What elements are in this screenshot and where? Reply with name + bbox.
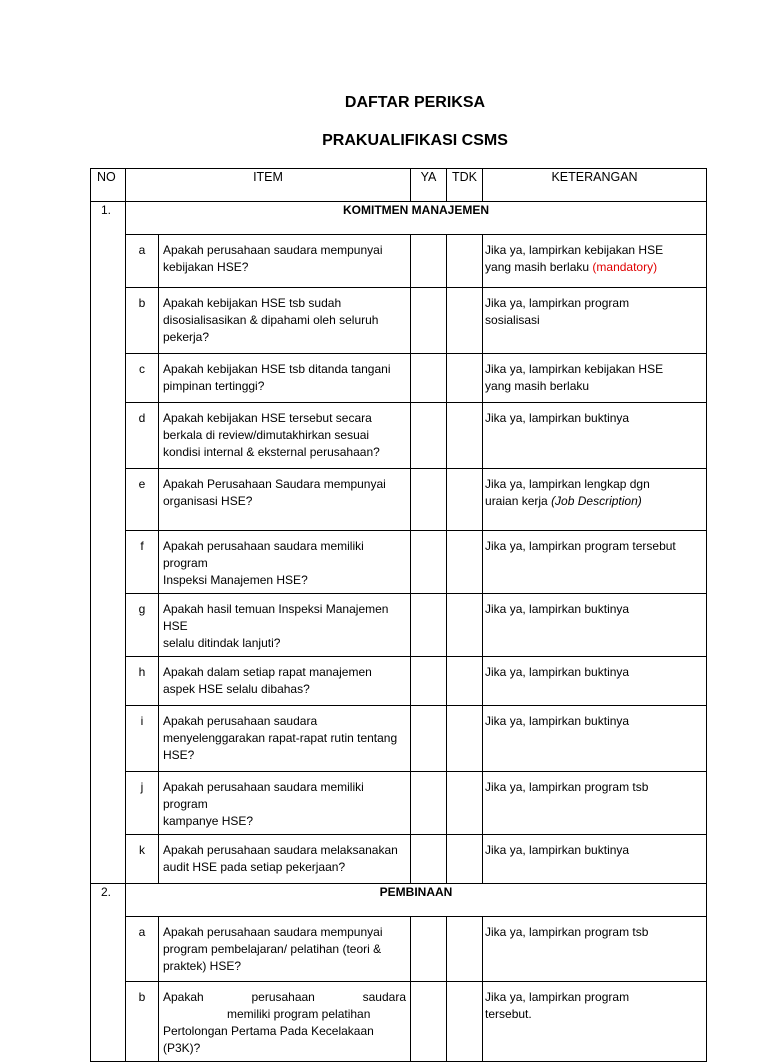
ya-checkbox-cell[interactable]	[411, 594, 447, 657]
row-letter: b	[126, 982, 159, 1062]
table-row	[91, 354, 707, 403]
keterangan-line	[485, 493, 702, 510]
keterangan-line	[485, 476, 702, 493]
keterangan-note	[483, 469, 707, 531]
item-line: Apakah perusahaan saudara memiliki program	[163, 539, 364, 570]
keterangan-note	[483, 594, 707, 657]
section-title: PEMBINAAN	[126, 884, 707, 917]
ya-checkbox-cell[interactable]	[411, 403, 447, 469]
item-line: Apakah perusahaan saudara mempunyai	[163, 925, 383, 939]
item-question	[159, 403, 411, 469]
item-line: Apakah hasil temuan Inspeksi Manajemen HSE	[163, 602, 389, 633]
tdk-checkbox-cell[interactable]	[447, 917, 483, 982]
keterangan-note	[483, 835, 707, 884]
mandatory-label: (mandatory)	[592, 260, 658, 274]
keterangan-line	[485, 601, 702, 618]
item-line: pekerja?	[163, 330, 210, 344]
keterangan-note	[483, 235, 707, 288]
section-number: 1.	[91, 202, 126, 884]
keterangan-note	[483, 706, 707, 772]
keterangan-text: Jika ya, lampirkan program tsb	[485, 925, 649, 939]
tdk-checkbox-cell[interactable]	[447, 354, 483, 403]
row-letter: e	[126, 469, 159, 531]
keterangan-text: Jika ya, lampirkan program tsb	[485, 780, 649, 794]
ya-checkbox-cell[interactable]	[411, 706, 447, 772]
row-letter: h	[126, 657, 159, 706]
keterangan-note	[483, 531, 707, 594]
ya-checkbox-cell[interactable]	[411, 835, 447, 884]
keterangan-line	[485, 259, 702, 276]
keterangan-line	[485, 361, 702, 378]
ya-checkbox-cell[interactable]	[411, 917, 447, 982]
keterangan-text: Jika ya, lampirkan kebijakan HSE	[485, 243, 664, 257]
header-row	[91, 169, 707, 202]
item-line: menyelenggarakan rapat-rapat rutin tentang	[163, 731, 398, 745]
table-row	[91, 982, 707, 1062]
item-line: Apakah perusahaan saudara	[163, 714, 318, 728]
item-line: HSE?	[163, 748, 195, 762]
tdk-checkbox-cell[interactable]	[447, 835, 483, 884]
keterangan-note	[483, 982, 707, 1062]
tdk-checkbox-cell[interactable]	[447, 235, 483, 288]
item-question	[159, 354, 411, 403]
item-word: perusahaan	[251, 990, 315, 1004]
item-line: Apakah perusahaan saudara mempunyai	[163, 243, 383, 257]
item-line: kondisi internal & eksternal perusahaan?	[163, 445, 380, 459]
row-letter: j	[126, 772, 159, 835]
keterangan-text: Jika ya, lampirkan buktinya	[485, 714, 630, 728]
item-line: Apakah dalam setiap rapat manajemen	[163, 665, 372, 679]
keterangan-text: tersebut.	[485, 1007, 532, 1021]
item-question	[159, 772, 411, 835]
row-letter: f	[126, 531, 159, 594]
keterangan-text: Jika ya, lampirkan program tersebut	[485, 539, 676, 553]
section-row	[91, 884, 707, 917]
item-question	[159, 288, 411, 354]
item-line: Apakah kebijakan HSE tsb sudah	[163, 296, 342, 310]
item-question	[159, 657, 411, 706]
item-line: program pembelajaran/ pelatihan (teori &	[163, 942, 382, 956]
keterangan-line	[485, 924, 702, 941]
row-letter: g	[126, 594, 159, 657]
ya-checkbox-cell[interactable]	[411, 354, 447, 403]
row-letter: a	[126, 917, 159, 982]
header-item: ITEM	[126, 169, 411, 202]
keterangan-line	[485, 842, 702, 859]
table-row	[91, 469, 707, 531]
keterangan-note	[483, 772, 707, 835]
item-line: aspek HSE selalu dibahas?	[163, 682, 310, 696]
keterangan-text: Jika ya, lampirkan buktinya	[485, 665, 630, 679]
tdk-checkbox-cell[interactable]	[447, 288, 483, 354]
item-line: Apakah Perusahaan Saudara mempunyai	[163, 477, 386, 491]
item-line: praktek) HSE?	[163, 959, 242, 973]
item-line: Apakah kebijakan HSE tersebut secara	[163, 411, 372, 425]
keterangan-line	[485, 538, 702, 555]
keterangan-text: Jika ya, lampirkan buktinya	[485, 843, 630, 857]
header-ya: YA	[411, 169, 447, 202]
row-letter: d	[126, 403, 159, 469]
document-title: DAFTAR PERIKSA	[344, 94, 486, 111]
ya-checkbox-cell[interactable]	[411, 531, 447, 594]
item-line: Inspeksi Manajemen HSE?	[163, 573, 308, 587]
table-row	[91, 835, 707, 884]
item-line: kebijakan HSE?	[163, 260, 249, 274]
keterangan-text: yang masih berlaku	[485, 379, 590, 393]
item-question	[159, 235, 411, 288]
keterangan-note	[483, 354, 707, 403]
item-question	[159, 594, 411, 657]
tdk-checkbox-cell[interactable]	[447, 657, 483, 706]
item-line: organisasi HSE?	[163, 494, 253, 508]
ya-checkbox-cell[interactable]	[411, 288, 447, 354]
tdk-checkbox-cell[interactable]	[447, 403, 483, 469]
keterangan-line	[485, 312, 702, 329]
tdk-checkbox-cell[interactable]	[447, 706, 483, 772]
item-line: audit HSE pada setiap pekerjaan?	[163, 860, 346, 874]
keterangan-text: yang masih berlaku	[485, 260, 593, 274]
document-subtitle: PRAKUALIFIKASI CSMS	[322, 132, 508, 149]
keterangan-text: Jika ya, lampirkan program	[485, 990, 630, 1004]
keterangan-note	[483, 288, 707, 354]
item-question	[159, 835, 411, 884]
job-description-label: (Job Description)	[551, 494, 642, 508]
checklist-table	[90, 168, 707, 1062]
keterangan-line	[485, 779, 702, 796]
keterangan-text: Jika ya, lampirkan program	[485, 296, 630, 310]
item-question	[159, 706, 411, 772]
keterangan-line	[485, 713, 702, 730]
row-letter: b	[126, 288, 159, 354]
item-line: pimpinan tertinggi?	[163, 379, 265, 393]
item-question	[159, 531, 411, 594]
item-line: memiliki program pelatihan	[227, 1007, 371, 1021]
item-question	[159, 982, 411, 1062]
tdk-checkbox-cell[interactable]	[447, 531, 483, 594]
keterangan-note	[483, 917, 707, 982]
item-line: selalu ditindak lanjuti?	[163, 636, 281, 650]
keterangan-line	[485, 664, 702, 681]
section-title: KOMITMEN MANAJEMEN	[126, 202, 707, 235]
keterangan-line	[485, 1006, 702, 1023]
item-line: Apakah perusahaan saudara memiliki program	[163, 780, 364, 811]
keterangan-line	[485, 378, 702, 395]
row-letter: a	[126, 235, 159, 288]
ya-checkbox-cell[interactable]	[411, 982, 447, 1062]
header-keterangan: KETERANGAN	[483, 169, 707, 202]
item-question	[159, 469, 411, 531]
keterangan-note	[483, 403, 707, 469]
keterangan-line	[485, 295, 702, 312]
table-row	[91, 235, 707, 288]
keterangan-text: sosialisasi	[485, 313, 540, 327]
ya-checkbox-cell[interactable]	[411, 772, 447, 835]
tdk-checkbox-cell[interactable]	[447, 772, 483, 835]
tdk-checkbox-cell[interactable]	[447, 469, 483, 531]
keterangan-text: Jika ya, lampirkan lengkap dgn	[485, 477, 650, 491]
keterangan-text: Jika ya, lampirkan buktinya	[485, 411, 630, 425]
keterangan-note	[483, 657, 707, 706]
item-line: kampanye HSE?	[163, 814, 254, 828]
tdk-checkbox-cell[interactable]	[447, 594, 483, 657]
table-row	[91, 403, 707, 469]
item-line-justified	[163, 989, 406, 1006]
table-row	[91, 917, 707, 982]
item-line: berkala di review/dimutakhirkan sesuai	[163, 428, 370, 442]
ya-checkbox-cell[interactable]	[411, 469, 447, 531]
ya-checkbox-cell[interactable]	[411, 657, 447, 706]
tdk-checkbox-cell[interactable]	[447, 982, 483, 1062]
keterangan-line	[485, 242, 702, 259]
section-row	[91, 202, 707, 235]
item-line: disosialisasikan & dipahami oleh seluruh	[163, 313, 379, 327]
keterangan-text: Jika ya, lampirkan buktinya	[485, 602, 630, 616]
section-number: 2.	[91, 884, 126, 1062]
table-row	[91, 706, 707, 772]
keterangan-line	[485, 410, 702, 427]
keterangan-text: Jika ya, lampirkan kebijakan HSE	[485, 362, 664, 376]
row-letter: c	[126, 354, 159, 403]
row-letter: i	[126, 706, 159, 772]
item-word: saudara	[362, 990, 406, 1004]
item-question	[159, 917, 411, 982]
item-line: Apakah kebijakan HSE tsb ditanda tangani	[163, 362, 391, 376]
header-tdk: TDK	[447, 169, 483, 202]
ya-checkbox-cell[interactable]	[411, 235, 447, 288]
item-word: Apakah	[163, 990, 204, 1004]
table-row	[91, 772, 707, 835]
item-line: Apakah perusahaan saudara melaksanakan	[163, 843, 398, 857]
row-letter: k	[126, 835, 159, 884]
table-row	[91, 594, 707, 657]
table-row	[91, 288, 707, 354]
keterangan-text: uraian kerja	[485, 494, 552, 508]
keterangan-line	[485, 989, 702, 1006]
table-row	[91, 531, 707, 594]
header-no: NO	[91, 169, 126, 202]
item-line: Pertolongan Pertama Pada Kecelakaan (P3K)?	[163, 1024, 374, 1055]
table-row	[91, 657, 707, 706]
